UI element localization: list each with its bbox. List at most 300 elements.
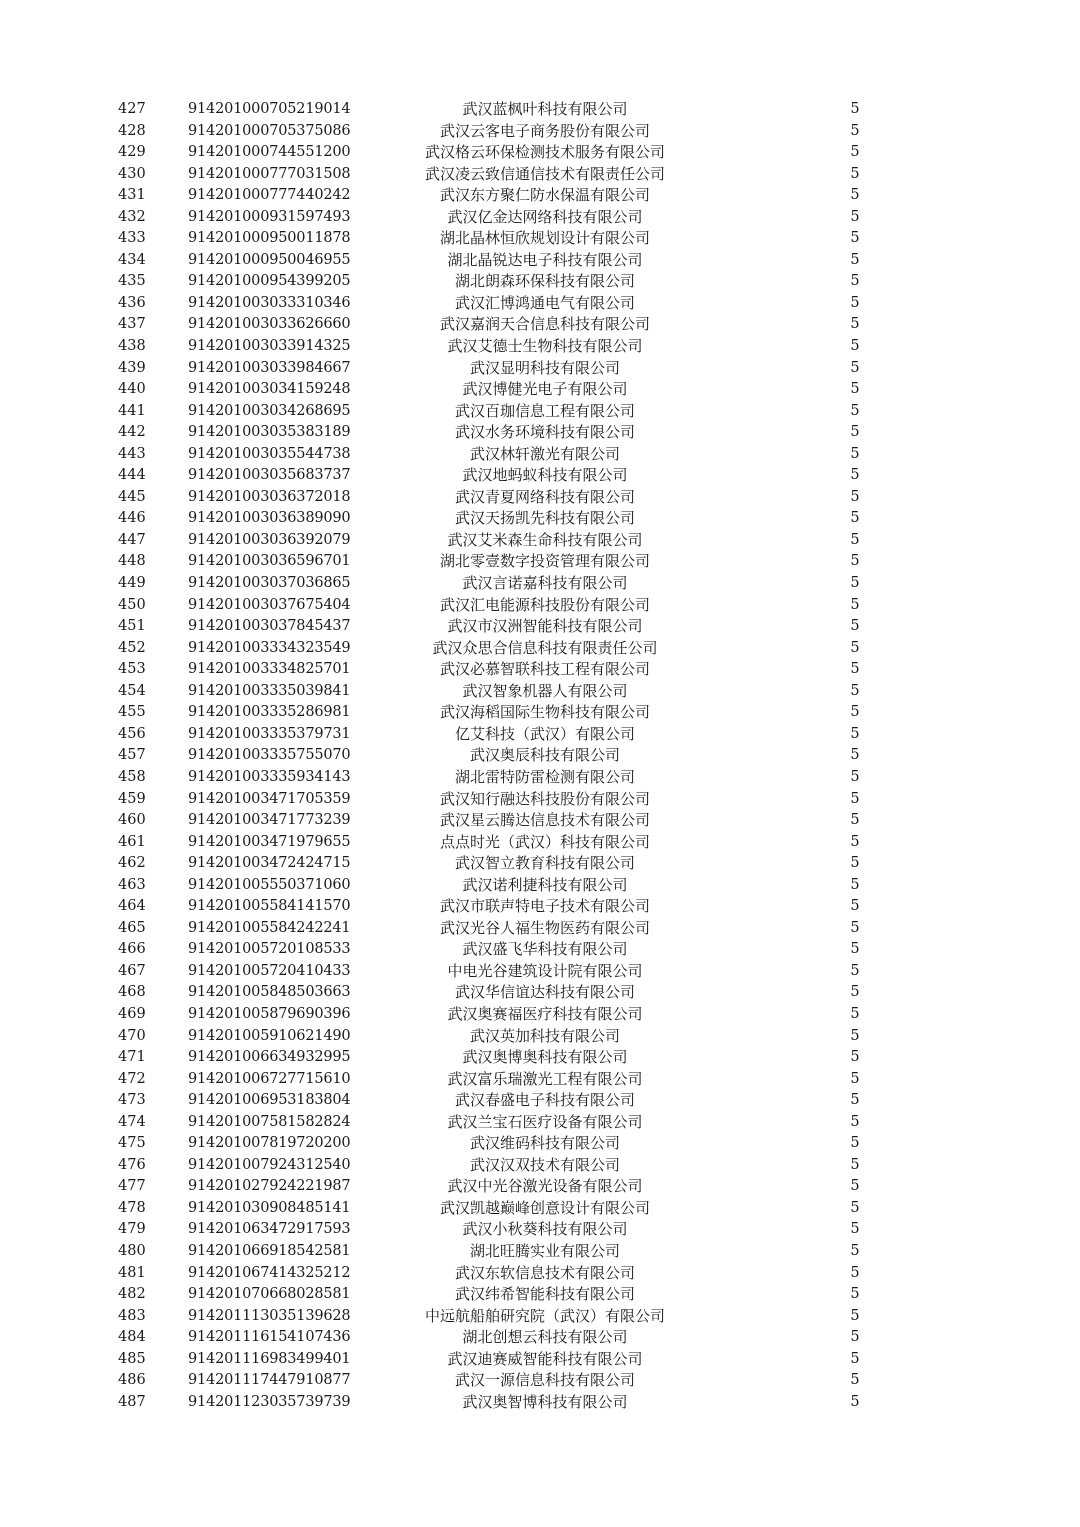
table-row — [0, 767, 1080, 789]
company-name: 武汉青夏网络科技有限公司 — [454, 487, 635, 506]
score: 5 — [850, 230, 860, 247]
row-number: 466 — [118, 941, 146, 958]
row-number: 451 — [118, 618, 146, 635]
company-name: 点点时光（武汉）科技有限公司 — [439, 832, 650, 851]
company-name: 武汉林轩激光有限公司 — [469, 444, 620, 463]
score: 5 — [850, 747, 860, 764]
company-name: 武汉春盛电子科技有限公司 — [454, 1091, 635, 1110]
row-number: 458 — [118, 768, 146, 785]
row-number: 465 — [118, 919, 146, 936]
table-row — [0, 982, 1080, 1004]
credit-code: 914201116154107436 — [188, 1329, 351, 1346]
company-name: 武汉光谷人福生物医药有限公司 — [439, 918, 650, 937]
table-row — [0, 228, 1080, 250]
table-row — [0, 508, 1080, 530]
row-number: 456 — [118, 725, 146, 742]
company-name: 湖北朗森环保科技有限公司 — [454, 272, 635, 291]
table-row — [0, 573, 1080, 595]
company-name: 武汉智象机器人有限公司 — [462, 681, 628, 700]
credit-code: 914201005584141570 — [188, 898, 351, 915]
row-number: 428 — [118, 122, 146, 139]
row-number: 483 — [118, 1307, 146, 1324]
table-row — [0, 121, 1080, 143]
score: 5 — [850, 575, 860, 592]
row-number: 486 — [118, 1372, 146, 1389]
company-name: 武汉诺利捷科技有限公司 — [462, 875, 628, 894]
company-name: 武汉天扬凯先科技有限公司 — [454, 509, 635, 528]
table-row — [0, 250, 1080, 272]
score: 5 — [850, 941, 860, 958]
credit-code: 914201003037036865 — [188, 575, 351, 592]
table-row — [0, 530, 1080, 552]
company-name: 武汉兰宝石医疗设备有限公司 — [447, 1112, 643, 1131]
credit-code: 914201003033984667 — [188, 359, 351, 376]
row-number: 474 — [118, 1113, 146, 1130]
table-row — [0, 314, 1080, 336]
row-number: 469 — [118, 1005, 146, 1022]
company-name: 武汉小秋葵科技有限公司 — [462, 1220, 628, 1239]
credit-code: 914201003036389090 — [188, 510, 351, 527]
credit-code: 914201003471773239 — [188, 812, 351, 829]
table-row — [0, 358, 1080, 380]
row-number: 443 — [118, 445, 146, 462]
table-row — [0, 1392, 1080, 1414]
credit-code: 914201006953183804 — [188, 1092, 351, 1109]
table-row — [0, 1155, 1080, 1177]
company-name: 武汉智立教育科技有限公司 — [454, 854, 635, 873]
score: 5 — [850, 1135, 860, 1152]
score: 5 — [850, 962, 860, 979]
score: 5 — [850, 531, 860, 548]
company-name: 中电光谷建筑设计院有限公司 — [447, 961, 643, 980]
credit-code: 914201000950046955 — [188, 251, 351, 268]
credit-code: 914201030908485141 — [188, 1199, 351, 1216]
credit-code: 914201005910621490 — [188, 1027, 351, 1044]
company-name: 武汉百珈信息工程有限公司 — [454, 401, 635, 420]
row-number: 472 — [118, 1070, 146, 1087]
company-name: 武汉奥智博科技有限公司 — [462, 1392, 628, 1411]
score: 5 — [850, 1156, 860, 1173]
table-row — [0, 745, 1080, 767]
score: 5 — [850, 876, 860, 893]
score: 5 — [850, 1329, 860, 1346]
credit-code: 914201005720410433 — [188, 962, 351, 979]
row-number: 445 — [118, 488, 146, 505]
table-row — [0, 1026, 1080, 1048]
table-row — [0, 1133, 1080, 1155]
table-row — [0, 551, 1080, 573]
company-name: 湖北旺腾实业有限公司 — [469, 1241, 620, 1260]
row-number: 430 — [118, 165, 146, 182]
company-name: 武汉嘉润天合信息科技有限公司 — [439, 315, 650, 334]
table-row — [0, 1327, 1080, 1349]
credit-code: 914201003472424715 — [188, 855, 351, 872]
credit-code: 914201003033626660 — [188, 316, 351, 333]
score: 5 — [850, 618, 860, 635]
score: 5 — [850, 1027, 860, 1044]
row-number: 441 — [118, 402, 146, 419]
credit-code: 914201123035739739 — [188, 1393, 351, 1410]
row-number: 463 — [118, 876, 146, 893]
score: 5 — [850, 122, 860, 139]
score: 5 — [850, 402, 860, 419]
company-name: 武汉博健光电子有限公司 — [462, 380, 628, 399]
row-number: 478 — [118, 1199, 146, 1216]
row-number: 484 — [118, 1329, 146, 1346]
table-row — [0, 810, 1080, 832]
row-number: 427 — [118, 101, 146, 117]
credit-code: 914201003036392079 — [188, 531, 351, 548]
row-number: 485 — [118, 1350, 146, 1367]
row-number: 475 — [118, 1135, 146, 1152]
row-number: 467 — [118, 962, 146, 979]
row-number: 435 — [118, 273, 146, 290]
company-name: 武汉艾德士生物科技有限公司 — [447, 337, 643, 356]
score: 5 — [850, 639, 860, 656]
company-name: 武汉中光谷激光设备有限公司 — [447, 1177, 643, 1196]
row-number: 455 — [118, 704, 146, 721]
table-row — [0, 1198, 1080, 1220]
row-number: 433 — [118, 230, 146, 247]
score: 5 — [850, 316, 860, 333]
score: 5 — [850, 812, 860, 829]
company-name: 武汉一源信息科技有限公司 — [454, 1371, 635, 1390]
company-name: 武汉汇博鸿通电气有限公司 — [454, 293, 635, 312]
company-name: 武汉汇电能源科技股份有限公司 — [439, 595, 650, 614]
score: 5 — [850, 381, 860, 398]
table-row — [0, 918, 1080, 940]
credit-code: 914201005879690396 — [188, 1005, 351, 1022]
table-row — [0, 961, 1080, 983]
row-number: 476 — [118, 1156, 146, 1173]
company-name: 湖北雷特防雷检测有限公司 — [454, 767, 635, 786]
score: 5 — [850, 1393, 860, 1410]
credit-code: 914201003036372018 — [188, 488, 351, 505]
score: 5 — [850, 208, 860, 225]
credit-code: 914201000744551200 — [188, 144, 351, 161]
row-number: 468 — [118, 984, 146, 1001]
table-row — [0, 401, 1080, 423]
table-row — [0, 1284, 1080, 1306]
company-name: 武汉艾米森生命科技有限公司 — [447, 530, 643, 549]
score: 5 — [850, 338, 860, 355]
credit-code: 914201003334323549 — [188, 639, 351, 656]
score: 5 — [850, 790, 860, 807]
credit-code: 914201003035544738 — [188, 445, 351, 462]
credit-code: 914201117447910877 — [188, 1372, 351, 1389]
table-row — [0, 789, 1080, 811]
company-name: 武汉众思合信息科技有限责任公司 — [432, 638, 658, 657]
score: 5 — [850, 1372, 860, 1389]
score: 5 — [850, 144, 860, 161]
company-name: 武汉云客电子商务股份有限公司 — [439, 121, 650, 140]
score: 5 — [850, 768, 860, 785]
row-number: 438 — [118, 338, 146, 355]
credit-code: 914201005848503663 — [188, 984, 351, 1001]
row-number: 461 — [118, 833, 146, 850]
row-number: 481 — [118, 1264, 146, 1281]
row-number: 440 — [118, 381, 146, 398]
table-row — [0, 444, 1080, 466]
table-row — [0, 681, 1080, 703]
score: 5 — [850, 682, 860, 699]
score: 5 — [850, 898, 860, 915]
score: 5 — [850, 488, 860, 505]
score: 5 — [850, 1350, 860, 1367]
table-row — [0, 875, 1080, 897]
score: 5 — [850, 510, 860, 527]
table-row — [0, 142, 1080, 164]
credit-code: 914201003037675404 — [188, 596, 351, 613]
company-name: 武汉迪赛威智能科技有限公司 — [447, 1349, 643, 1368]
row-number: 457 — [118, 747, 146, 764]
company-name: 武汉格云环保检测技术服务有限公司 — [424, 143, 665, 162]
table-row — [0, 896, 1080, 918]
company-name: 武汉水务环境科技有限公司 — [454, 423, 635, 442]
credit-code: 914201007581582824 — [188, 1113, 351, 1130]
company-name: 武汉英加科技有限公司 — [469, 1026, 620, 1045]
credit-code: 914201067414325212 — [188, 1264, 351, 1281]
company-name: 武汉东方聚仁防水保温有限公司 — [439, 186, 650, 205]
company-name: 武汉维码科技有限公司 — [469, 1134, 620, 1153]
company-name: 亿艾科技（武汉）有限公司 — [454, 724, 635, 743]
company-name: 武汉奥赛福医疗科技有限公司 — [447, 1004, 643, 1023]
credit-code: 914201027924221987 — [188, 1178, 351, 1195]
table-row — [0, 422, 1080, 444]
credit-code: 914201003033914325 — [188, 338, 351, 355]
score: 5 — [850, 596, 860, 613]
row-number: 479 — [118, 1221, 146, 1238]
company-name: 武汉蓝枫叶科技有限公司 — [462, 100, 628, 118]
row-number: 454 — [118, 682, 146, 699]
credit-code: 914201003334825701 — [188, 661, 351, 678]
table-row — [0, 1004, 1080, 1026]
row-number: 464 — [118, 898, 146, 915]
score: 5 — [850, 1307, 860, 1324]
row-number: 444 — [118, 467, 146, 484]
row-number: 480 — [118, 1242, 146, 1259]
score: 5 — [850, 1113, 860, 1130]
score: 5 — [850, 1005, 860, 1022]
score: 5 — [850, 1070, 860, 1087]
row-number: 449 — [118, 575, 146, 592]
credit-code: 914201003335039841 — [188, 682, 351, 699]
credit-code: 914201000777031508 — [188, 165, 351, 182]
row-number: 434 — [118, 251, 146, 268]
table-row — [0, 1112, 1080, 1134]
row-number: 487 — [118, 1393, 146, 1410]
table-row — [0, 616, 1080, 638]
table-row — [0, 1306, 1080, 1328]
score: 5 — [850, 1049, 860, 1066]
credit-code: 914201000950011878 — [188, 230, 351, 247]
company-table — [0, 99, 1080, 1413]
company-name: 湖北晶林恒欣规划设计有限公司 — [439, 229, 650, 248]
score: 5 — [850, 1092, 860, 1109]
table-row — [0, 595, 1080, 617]
credit-code: 914201005584242241 — [188, 919, 351, 936]
score: 5 — [850, 359, 860, 376]
row-number: 453 — [118, 661, 146, 678]
score: 5 — [850, 1221, 860, 1238]
table-row — [0, 1263, 1080, 1285]
credit-code: 914201003335286981 — [188, 704, 351, 721]
score: 5 — [850, 165, 860, 182]
score: 5 — [850, 1178, 860, 1195]
score: 5 — [850, 445, 860, 462]
table-row — [0, 1069, 1080, 1091]
credit-code: 914201005550371060 — [188, 876, 351, 893]
company-name: 武汉市汉洲智能科技有限公司 — [447, 617, 643, 636]
credit-code: 914201003035683737 — [188, 467, 351, 484]
table-row — [0, 702, 1080, 724]
table-row — [0, 465, 1080, 487]
credit-code: 914201070668028581 — [188, 1286, 351, 1303]
credit-code: 914201116983499401 — [188, 1350, 351, 1367]
score: 5 — [850, 1199, 860, 1216]
score: 5 — [850, 984, 860, 1001]
row-number: 447 — [118, 531, 146, 548]
table-row — [0, 853, 1080, 875]
credit-code: 914201000777440242 — [188, 187, 351, 204]
credit-code: 914201003035383189 — [188, 424, 351, 441]
row-number: 473 — [118, 1092, 146, 1109]
credit-code: 914201000954399205 — [188, 273, 351, 290]
score: 5 — [850, 187, 860, 204]
row-number: 431 — [118, 187, 146, 204]
table-row — [0, 487, 1080, 509]
row-number: 482 — [118, 1286, 146, 1303]
row-number: 448 — [118, 553, 146, 570]
credit-code: 914201007924312540 — [188, 1156, 351, 1173]
table-row — [0, 1349, 1080, 1371]
table-row — [0, 207, 1080, 229]
row-number: 432 — [118, 208, 146, 225]
credit-code: 914201003335934143 — [188, 768, 351, 785]
row-number: 429 — [118, 144, 146, 161]
credit-code: 914201003471979655 — [188, 833, 351, 850]
company-name: 武汉凯越巅峰创意设计有限公司 — [439, 1198, 650, 1217]
row-number: 436 — [118, 294, 146, 311]
row-number: 437 — [118, 316, 146, 333]
table-row — [0, 293, 1080, 315]
company-name: 武汉奥博奥科技有限公司 — [462, 1048, 628, 1067]
credit-code: 914201003335379731 — [188, 725, 351, 742]
row-number: 450 — [118, 596, 146, 613]
company-name: 武汉富乐瑞激光工程有限公司 — [447, 1069, 643, 1088]
credit-code: 914201003471705359 — [188, 790, 351, 807]
table-row — [0, 164, 1080, 186]
company-name: 武汉海稻国际生物科技有限公司 — [439, 703, 650, 722]
credit-code: 914201003037845437 — [188, 618, 351, 635]
table-row — [0, 185, 1080, 207]
table-row — [0, 1047, 1080, 1069]
table-row — [0, 638, 1080, 660]
score: 5 — [850, 1242, 860, 1259]
row-number: 470 — [118, 1027, 146, 1044]
company-name: 湖北创想云科技有限公司 — [462, 1328, 628, 1347]
row-number: 452 — [118, 639, 146, 656]
company-name: 武汉汉双技术有限公司 — [469, 1155, 620, 1174]
credit-code: 914201113035139628 — [188, 1307, 351, 1324]
score: 5 — [850, 855, 860, 872]
credit-code: 914201000705375086 — [188, 122, 351, 139]
company-name: 武汉奥辰科技有限公司 — [469, 746, 620, 765]
company-name: 武汉星云腾达信息技术有限公司 — [439, 811, 650, 830]
company-name: 湖北晶锐达电子科技有限公司 — [447, 250, 643, 269]
table-row — [0, 1176, 1080, 1198]
row-number: 459 — [118, 790, 146, 807]
credit-code: 914201005720108533 — [188, 941, 351, 958]
score: 5 — [850, 1264, 860, 1281]
credit-code: 914201007819720200 — [188, 1135, 351, 1152]
score: 5 — [850, 251, 860, 268]
score: 5 — [850, 1286, 860, 1303]
table-row — [0, 271, 1080, 293]
row-number: 460 — [118, 812, 146, 829]
score: 5 — [850, 833, 860, 850]
credit-code: 914201006727715610 — [188, 1070, 351, 1087]
credit-code: 914201003034268695 — [188, 402, 351, 419]
company-name: 武汉盛飞华科技有限公司 — [462, 940, 628, 959]
credit-code: 914201003335755070 — [188, 747, 351, 764]
score: 5 — [850, 101, 860, 117]
company-name: 武汉地蚂蚁科技有限公司 — [462, 466, 628, 485]
credit-code: 914201003036596701 — [188, 553, 351, 570]
company-name: 武汉市联声特电子技术有限公司 — [439, 897, 650, 916]
company-name: 武汉纬希智能科技有限公司 — [454, 1285, 635, 1304]
table-row — [0, 99, 1080, 121]
table-row — [0, 1219, 1080, 1241]
table-row — [0, 1370, 1080, 1392]
score: 5 — [850, 467, 860, 484]
table-row — [0, 939, 1080, 961]
company-name: 武汉知行融达科技股份有限公司 — [439, 789, 650, 808]
credit-code: 914201003034159248 — [188, 381, 351, 398]
company-name: 武汉必慕智联科技工程有限公司 — [439, 660, 650, 679]
table-row — [0, 659, 1080, 681]
table-row — [0, 1241, 1080, 1263]
row-number: 462 — [118, 855, 146, 872]
credit-code: 914201006634932995 — [188, 1049, 351, 1066]
company-name: 武汉华信谊达科技有限公司 — [454, 983, 635, 1002]
score: 5 — [850, 661, 860, 678]
credit-code: 914201003033310346 — [188, 294, 351, 311]
score: 5 — [850, 704, 860, 721]
score: 5 — [850, 553, 860, 570]
table-row — [0, 1090, 1080, 1112]
row-number: 439 — [118, 359, 146, 376]
table-row — [0, 724, 1080, 746]
company-name: 武汉亿金达网络科技有限公司 — [447, 207, 643, 226]
table-row — [0, 336, 1080, 358]
credit-code: 914201000931597493 — [188, 208, 351, 225]
credit-code: 914201063472917593 — [188, 1221, 351, 1238]
table-row — [0, 832, 1080, 854]
score: 5 — [850, 725, 860, 742]
row-number: 442 — [118, 424, 146, 441]
table-row — [0, 379, 1080, 401]
row-number: 446 — [118, 510, 146, 527]
credit-code: 914201000705219014 — [188, 101, 351, 117]
company-name: 武汉东软信息技术有限公司 — [454, 1263, 635, 1282]
company-name: 武汉言诺嘉科技有限公司 — [462, 574, 628, 593]
score: 5 — [850, 273, 860, 290]
company-name: 武汉凌云致信通信技术有限责任公司 — [424, 164, 665, 183]
row-number: 477 — [118, 1178, 146, 1195]
credit-code: 914201066918542581 — [188, 1242, 351, 1259]
score: 5 — [850, 919, 860, 936]
